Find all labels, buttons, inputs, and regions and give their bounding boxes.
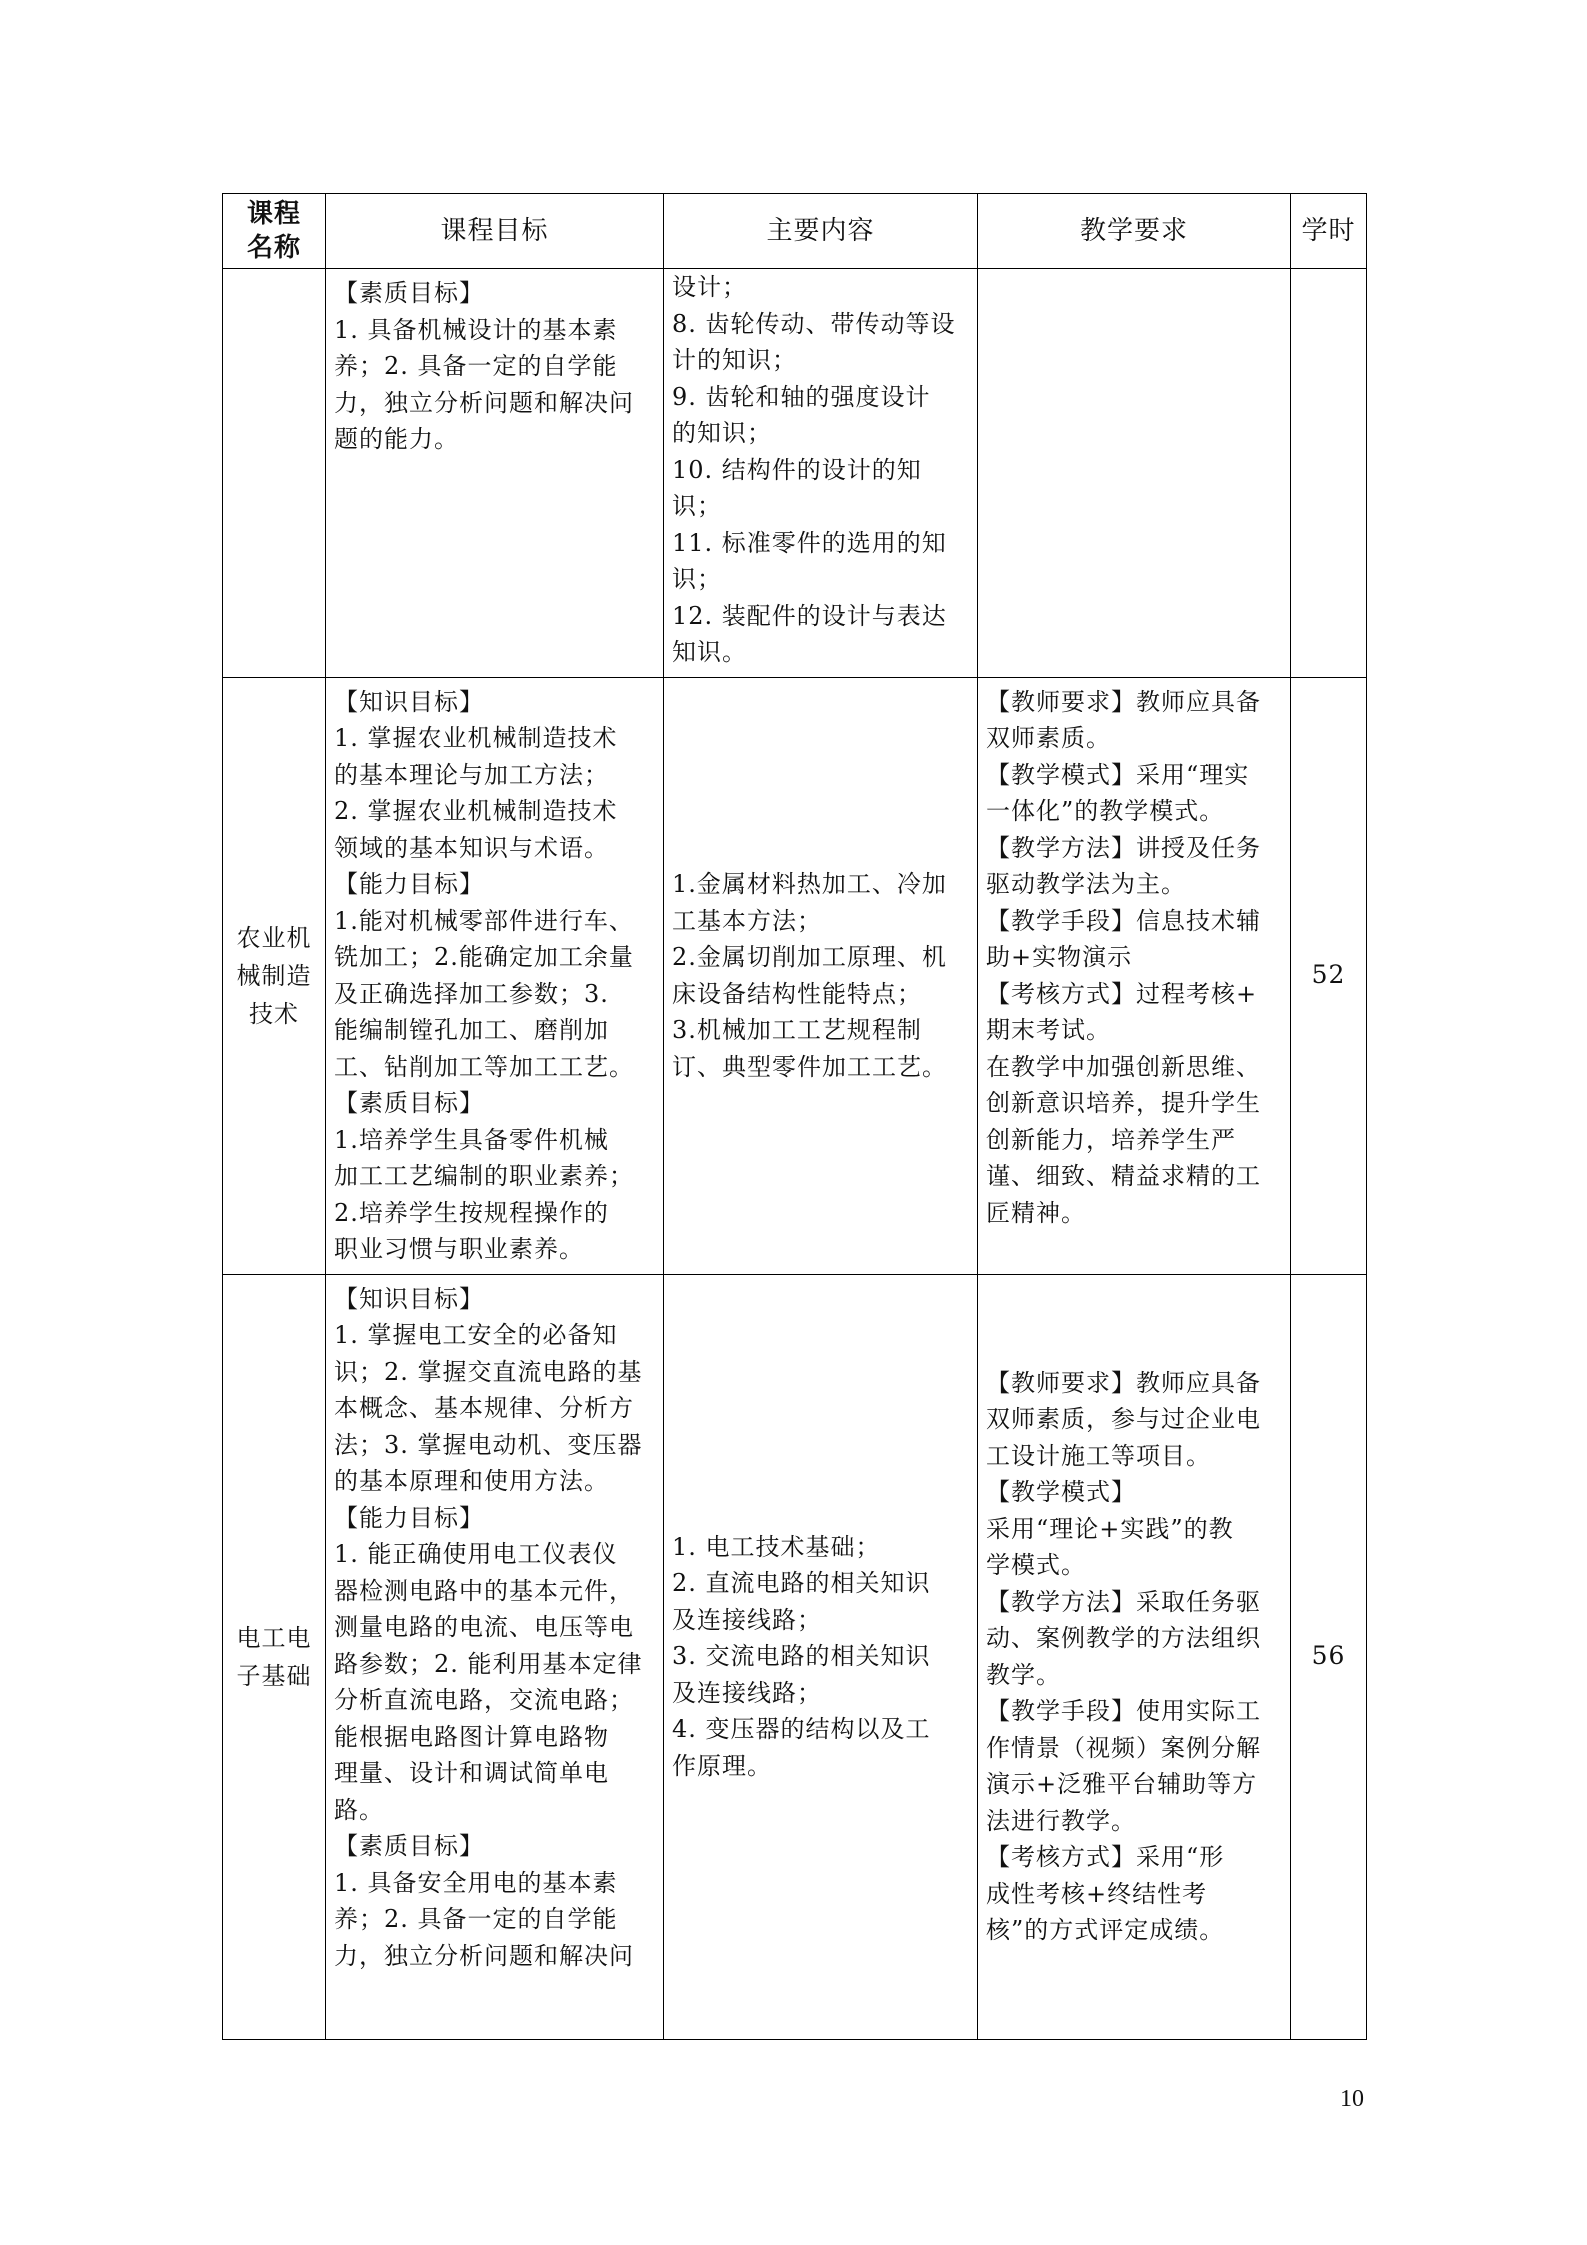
header-main-content: 主要内容	[664, 194, 978, 269]
cell-line: 【能力目标】	[334, 870, 484, 898]
cell-line: 力，独立分析问题和解决问	[334, 1941, 634, 1970]
table-row	[223, 1274, 1367, 2039]
cell-line: 能编制镗孔加工、磨削加	[334, 1016, 609, 1044]
cell-line: 双师素质。	[986, 724, 1111, 752]
main-content-cell	[664, 1274, 978, 2039]
cell-line: 4. 变压器的结构以及工	[672, 1715, 931, 1744]
cell-line: 工、钻削加工等加工工艺。	[334, 1052, 634, 1081]
cell-line: 教学。	[986, 1660, 1061, 1689]
cell-line: 路。	[334, 1795, 384, 1824]
cell-line: 【教学模式】	[986, 1478, 1136, 1506]
header-hours: 学时	[1291, 194, 1367, 269]
cell-line: 的知识；	[672, 419, 772, 447]
teaching-requirements-cell	[978, 677, 1291, 1274]
cell-line: 养；2. 具备一定的自学能	[334, 1905, 618, 1933]
course-name-cell	[223, 269, 326, 678]
header-row	[223, 194, 1367, 269]
cell-line: 1. 能正确使用电工仪表仪	[334, 1540, 618, 1568]
cell-line: 一体化”的教学模式。	[986, 797, 1225, 825]
cell-line: 法进行教学。	[986, 1806, 1136, 1835]
cell-line: 助+实物演示	[986, 943, 1133, 971]
cell-line: 技术	[249, 999, 299, 1028]
cell-line: 采用“理论+实践”的教	[986, 1514, 1234, 1543]
cell-line: 核”的方式评定成绩。	[986, 1916, 1225, 1944]
cell-line: 【知识目标】	[334, 687, 484, 716]
cell-line: 10. 结构件的设计的知	[672, 455, 922, 484]
cell-line: 械制造	[236, 961, 312, 990]
cell-line: 职业习惯与职业素养。	[334, 1235, 584, 1263]
cell-line: 电工电	[236, 1623, 312, 1652]
cell-line: 农业机	[236, 923, 312, 952]
cell-line: 8. 齿轮传动、带传动等设	[672, 309, 956, 338]
header-course-name: 课程名称	[223, 194, 326, 269]
main-content-cell	[664, 269, 978, 678]
cell-line: 识；	[672, 565, 722, 593]
cell-line: 1. 具备机械设计的基本素	[334, 315, 618, 344]
cell-line: 【教师要求】教师应具备	[986, 687, 1261, 716]
cell-line: 【教师要求】教师应具备	[986, 1368, 1261, 1397]
course-table	[222, 193, 1367, 2040]
cell-line: 驱动教学法为主。	[986, 870, 1186, 898]
cell-line: 1.能对机械零部件进行车、	[334, 906, 634, 935]
cell-line: 创新意识培养，提升学生	[986, 1089, 1261, 1117]
cell-line: 【素质目标】	[334, 1089, 484, 1117]
cell-line: 工设计施工等项目。	[986, 1441, 1211, 1470]
cell-line: 【能力目标】	[334, 1503, 484, 1532]
cell-line: 匠精神。	[986, 1198, 1086, 1227]
cell-line: 9. 齿轮和轴的强度设计	[672, 382, 931, 411]
page-number: 10	[1340, 2086, 1364, 2112]
main-content-cell	[664, 677, 978, 1274]
cell-line: 2. 掌握农业机械制造技术	[334, 797, 618, 825]
cell-line: 养；2. 具备一定的自学能	[334, 352, 618, 380]
table-row	[223, 677, 1367, 1274]
cell-line: 的基本原理和使用方法。	[334, 1467, 609, 1495]
cell-line: 【素质目标】	[334, 279, 484, 307]
cell-line: 订、典型零件加工工艺。	[672, 1052, 947, 1081]
cell-line: 本概念、基本规律、分析方	[334, 1394, 634, 1422]
cell-line: 工基本方法；	[672, 906, 822, 935]
cell-line: 法；3. 掌握电动机、变压器	[334, 1430, 643, 1459]
cell-line: 【考核方式】过程考核+	[986, 979, 1258, 1008]
cell-line: 1.金属材料热加工、冷加	[672, 870, 947, 898]
cell-line: 题的能力。	[334, 425, 459, 453]
cell-line: 【教学方法】讲授及任务	[986, 833, 1261, 862]
cell-line: 及正确选择加工参数；3.	[334, 979, 609, 1008]
cell-line: 2. 直流电路的相关知识	[672, 1569, 931, 1598]
cell-line: 作情景（视频）案例分解	[986, 1733, 1261, 1762]
teaching-requirements-cell	[978, 1274, 1291, 2039]
cell-line: 2.金属切削加工原理、机	[672, 943, 947, 971]
cell-line: 3.机械加工工艺规程制	[672, 1016, 922, 1044]
cell-line: 1.培养学生具备零件机械	[334, 1125, 609, 1154]
hours-cell: 56	[1291, 1274, 1367, 2039]
cell-line: 谨、细致、精益求精的工	[986, 1162, 1261, 1190]
cell-line: 床设备结构性能特点；	[672, 979, 922, 1008]
cell-line: 加工工艺编制的职业素养；	[334, 1162, 634, 1190]
cell-line: 在教学中加强创新思维、	[986, 1052, 1261, 1081]
cell-line: 计的知识；	[672, 346, 797, 374]
cell-line: 识；	[672, 492, 722, 520]
cell-line: 能根据电路图计算电路物	[334, 1722, 609, 1751]
cell-line: 【知识目标】	[334, 1284, 484, 1313]
hours-cell: 52	[1291, 677, 1367, 1274]
cell-line: 1. 电工技术基础；	[672, 1532, 881, 1561]
cell-line: 铣加工；2.能确定加工余量	[334, 943, 634, 971]
cell-line: 器检测电路中的基本元件，	[334, 1576, 634, 1605]
cell-line: 的基本理论与加工方法；	[334, 760, 609, 789]
cell-line: 路参数；2. 能利用基本定律	[334, 1649, 643, 1678]
cell-line: 12. 装配件的设计与表达	[672, 601, 947, 630]
cell-line: 力，独立分析问题和解决问	[334, 388, 634, 417]
cell-line: 动、案例教学的方法组织	[986, 1624, 1261, 1652]
header-teaching-requirements: 教学要求	[978, 194, 1291, 269]
cell-line: 【考核方式】采用“形	[986, 1843, 1225, 1871]
header-course-goals: 课程目标	[326, 194, 664, 269]
cell-line: 【教学手段】信息技术辅	[986, 906, 1261, 935]
table-row	[223, 269, 1367, 678]
course-goals-cell	[326, 269, 664, 678]
cell-line: 作原理。	[672, 1751, 772, 1780]
cell-line: 1. 具备安全用电的基本素	[334, 1868, 618, 1897]
hours-cell	[1291, 269, 1367, 678]
cell-line: 子基础	[236, 1661, 312, 1690]
cell-line: 1. 掌握农业机械制造技术	[334, 724, 618, 752]
cell-line: 创新能力，培养学生严	[986, 1125, 1236, 1154]
cell-line: 及连接线路；	[672, 1605, 822, 1634]
cell-line: 1. 掌握电工安全的必备知	[334, 1321, 618, 1349]
cell-line: 测量电路的电流、电压等电	[334, 1613, 634, 1641]
cell-line: 3. 交流电路的相关知识	[672, 1642, 931, 1671]
cell-line: 双师素质，参与过企业电	[986, 1405, 1261, 1433]
course-goals-cell	[326, 677, 664, 1274]
cell-line: 设计；	[672, 273, 747, 301]
cell-line: 学模式。	[986, 1551, 1086, 1579]
course-name-cell	[223, 1274, 326, 2039]
cell-line: 【教学方法】采取任务驱	[986, 1587, 1261, 1616]
cell-line: 知识。	[672, 638, 747, 666]
cell-line: 【素质目标】	[334, 1832, 484, 1860]
cell-line: 11. 标准零件的选用的知	[672, 528, 947, 557]
cell-line: 识；2. 掌握交直流电路的基	[334, 1357, 643, 1386]
cell-line: 及连接线路；	[672, 1678, 822, 1707]
cell-line: 【教学手段】使用实际工	[986, 1697, 1261, 1725]
cell-line: 分析直流电路，交流电路；	[334, 1686, 634, 1714]
course-goals-cell	[326, 1274, 664, 2039]
cell-line: 【教学模式】采用“理实	[986, 760, 1250, 789]
cell-line: 成性考核+终结性考	[986, 1879, 1208, 1908]
course-name-cell	[223, 677, 326, 1274]
teaching-requirements-cell	[978, 269, 1291, 678]
cell-line: 领域的基本知识与术语。	[334, 833, 609, 862]
cell-line: 演示+泛雅平台辅助等方	[986, 1770, 1258, 1798]
cell-line: 理量、设计和调试简单电	[334, 1759, 609, 1787]
cell-line: 2.培养学生按规程操作的	[334, 1198, 609, 1227]
cell-line: 期末考试。	[986, 1016, 1111, 1044]
